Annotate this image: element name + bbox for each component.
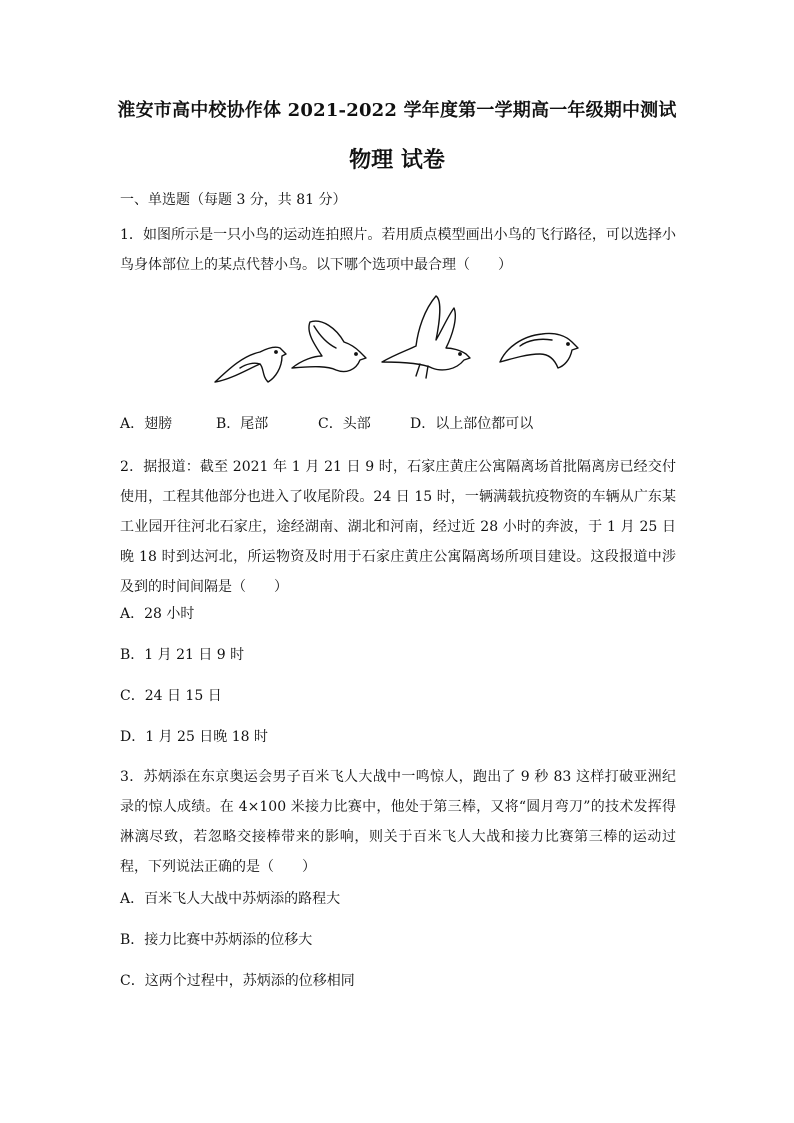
question-3-option-a: A．百米飞人大战中苏炳添的路程大 — [120, 891, 341, 907]
bird-3-eye — [459, 353, 461, 355]
bird-2-wing — [314, 326, 336, 348]
bird-3-outline — [382, 296, 470, 370]
section-heading: 一、单选题（每题 3 分，共 81 分） — [120, 192, 347, 208]
question-2-option-b: B．1 月 21 日 9 时 — [120, 647, 245, 663]
bird-2-eye — [355, 353, 357, 355]
bird-sequence-drawing — [210, 290, 590, 390]
question-3-option-c: C．这两个过程中，苏炳添的位移相同 — [120, 973, 355, 989]
question-1-option-a: A．翅膀 — [120, 416, 173, 432]
bird-photo-sequence-figure — [210, 290, 590, 390]
question-2-option-c: C．24 日 15 日 — [120, 688, 222, 704]
bird-1-eye — [275, 351, 277, 353]
bird-4-eye — [567, 343, 569, 345]
question-3-stem: 3．苏炳添在东京奥运会男子百米飞人大战中一鸣惊人，跑出了 9 秒 83 这样打破亚洲纪录的惊人成绩。在 4×100 米接力比赛中，他处于第三棒，又将“圆月弯刀”的技术发挥得淋漓尽致，若忽略交接棒带来的影响，则关于百米飞人大战和接力比赛第三棒的运动过程，下列说法正确的是（ ） — [120, 769, 676, 875]
question-1-option-b: B．尾部 — [216, 416, 269, 432]
question-2-option-d: D．1 月 25 日晚 18 时 — [120, 729, 269, 745]
question-1-option-d: D．以上部位都可以 — [410, 416, 534, 432]
exam-title: 淮安市高中校协作体 2021-2022 学年度第一学期高一年级期中测试 — [117, 100, 677, 121]
bird-2-outline — [292, 321, 366, 371]
question-2-stem: 2．据报道：截至 2021 年 1 月 21 日 9 时，石家庄黄庄公寓隔离场首批隔离房已经交付使用，工程其他部分也进入了收尾阶段。24 日 15 时，一辆满载抗疫物资的车辆从广东某工业园开往河北石家庄，途经湖南、湖北和河南，经过近 28 小时的奔波，于 1 月 25 日晚 18 时到达河北，所运物资及时用于石家庄黄庄公寓隔离场所项目建设。这段报道中涉及到的时间间隔是（ ） — [120, 459, 676, 595]
question-3-option-b: B．接力比赛中苏炳添的位移大 — [120, 932, 313, 948]
question-1-option-c: C．头部 — [318, 416, 371, 432]
exam-subject: 物理 试卷 — [349, 147, 445, 173]
question-2-option-a: A．28 小时 — [120, 606, 195, 622]
question-1-options — [120, 414, 533, 434]
question-1-stem: 1．如图所示是一只小鸟的运动连拍照片。若用质点模型画出小鸟的飞行路径，可以选择小鸟身体部位上的某点代替小鸟。以下哪个选项中最合理（ ） — [120, 227, 676, 273]
bird-4-wing — [520, 339, 552, 346]
